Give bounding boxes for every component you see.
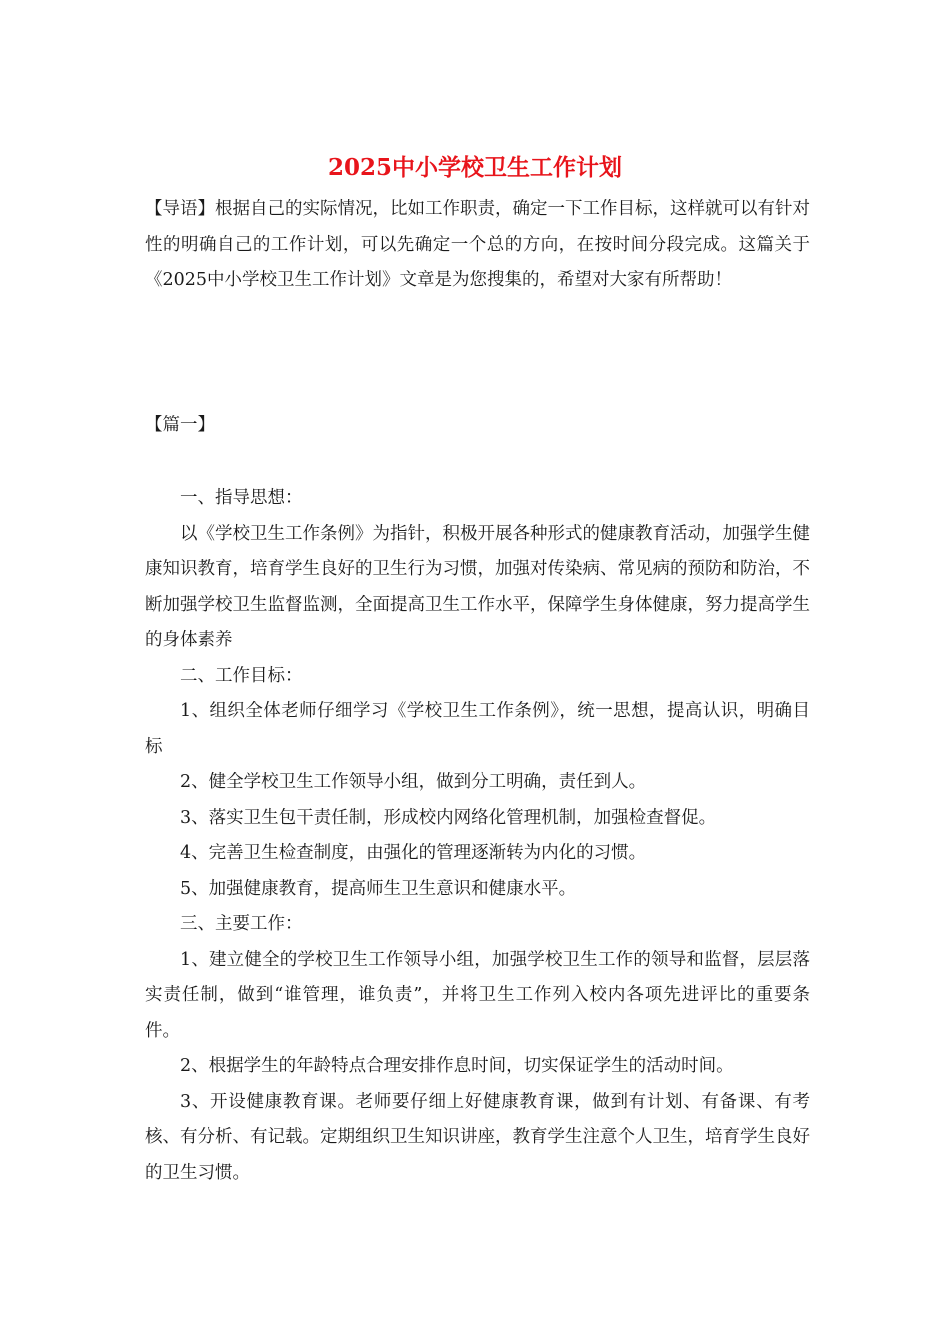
heading-main-work: 三、主要工作： (180, 914, 303, 934)
list-item: 1、建立健全的学校卫生工作领导小组，加强学校卫生工作的领导和监督，层层落实责任制，做到“谁管理，谁负责”，并将卫生工作列入校内各项先进评比的重要条件。 (145, 949, 810, 1041)
document-content (145, 192, 810, 1183)
body-paragraph: 以《学校卫生工作条例》为指针，积极开展各种形式的健康教育活动，加强学生健康知识教育，培育学生良好的卫生行为习惯，加强对传染病、常见病的预防和防治，不断加强学校卫生监督监测，全面提高卫生工作水平，保障学生身体健康，努力提高学生的身体素养 (145, 523, 810, 650)
section-heading: 【篇一】 (145, 415, 215, 435)
list-item: 3、开设健康教育课。老师要仔细上好健康教育课，做到有计划、有备课、有考核、有分析、有记载。定期组织卫生知识讲座，教育学生注意个人卫生，培育学生良好的卫生习惯。 (145, 1091, 810, 1183)
list-item: 2、根据学生的年龄特点合理安排作息时间，切实保证学生的活动时间。 (180, 1056, 734, 1076)
list-item: 4、完善卫生检查制度，由强化的管理逐渐转为内化的习惯。 (180, 843, 647, 863)
list-item: 5、加强健康教育，提高师生卫生意识和健康水平。 (180, 878, 577, 899)
intro-paragraph: 【导语】根据自己的实际情况，比如工作职责，确定一下工作目标，这样就可以有针对性的明确自己的工作计划，可以先确定一个总的方向，在按时间分段完成。这篇关于《2025中小学校卫生工作计划》文章是为您搜集的，希望对大家有所帮助！ (145, 199, 810, 290)
heading-guiding-ideology: 一、指导思想： (180, 488, 303, 508)
heading-work-goals: 二、工作目标： (180, 665, 303, 686)
document-body (145, 481, 810, 1191)
document-title: 2025中小学校卫生工作计划 (327, 154, 622, 181)
list-item: 3、落实卫生包干责任制，形成校内网络化管理机制，加强检查督促。 (180, 807, 717, 828)
list-item: 2、健全学校卫生工作领导小组，做到分工明确，责任到人。 (180, 772, 647, 792)
list-item: 1、组织全体老师仔细学习《学校卫生工作条例》，统一思想，提高认识，明确目标 (145, 701, 810, 757)
